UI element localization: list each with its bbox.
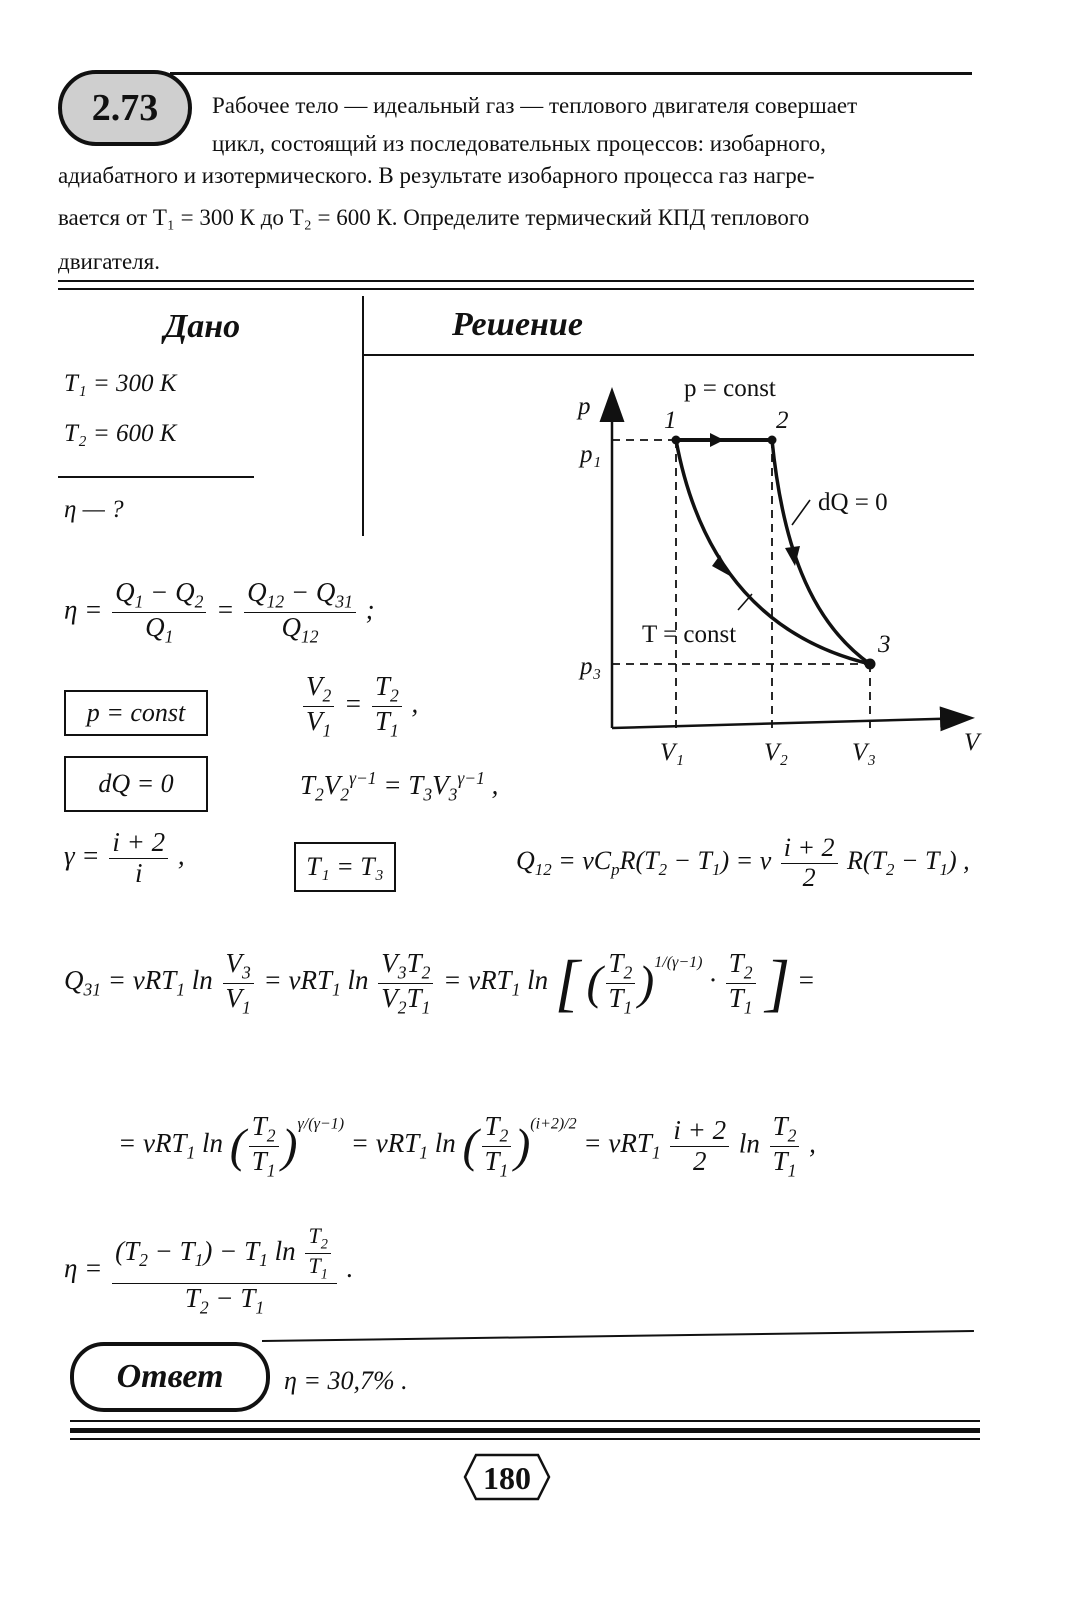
problem-number: 2.73: [91, 87, 159, 129]
top-rule: [170, 72, 972, 75]
q31-formula-line2: = νRT$_1$ ln ( $\frac{T_2}{T_1}$ )$^{\gamma/(\gamma-1)}$ = νRT$_1$ ln ( $\frac{T_2}{T_1}$ )$^{(i+2)/2}$ = νRT$_1$ $\frac{i + 2}{2}$ ln $\frac{T_2}{T_1}$ ,: [118, 1111, 816, 1181]
p-axis-label: p: [578, 393, 591, 420]
v-axis: [612, 718, 970, 728]
point-3-dot: [865, 659, 876, 670]
bottom-rule-1: [70, 1420, 980, 1422]
answer-label: Ответ: [116, 1358, 224, 1395]
adiabat-relation: $T_2V_2^{\gamma-1} = T_3V_3^{\gamma-1}$ ,: [300, 768, 499, 805]
point-3-label: 3: [878, 631, 891, 658]
given-unknown: η — ?: [64, 496, 124, 523]
v3-label: V₃: [852, 739, 876, 766]
v1-label: V₁: [660, 739, 684, 766]
isobar-relation: $\frac{V_2}{V_1}$ = $\frac{T_2}{T_1}$ ,: [300, 672, 418, 740]
pv-diagram: [560, 370, 990, 770]
answer-badge: [70, 1342, 270, 1412]
solution-heading: Решение: [452, 306, 583, 343]
given-t1: T₁ = 300 К: [64, 370, 177, 397]
v-axis-label: V: [964, 729, 980, 756]
isobar-box: p = const: [64, 690, 208, 736]
eta-final-formula: η = $(T_2 - T_1) - T_1$ ln $\frac{T_2}{T_1}$ $T_2 - T_1$ .: [64, 1223, 354, 1318]
answer-top-rule: [262, 1330, 974, 1342]
eta-definition: η = $\frac{Q_1 - Q_2}{Q_1}$ = $\frac{Q_{12} - Q_{31}}{Q_{12}}$ ;: [64, 577, 375, 647]
solution-rule: [362, 354, 974, 356]
point-1-label: 1: [664, 407, 677, 434]
given-divider: [362, 296, 364, 536]
q12-formula: $Q_{12} = \nu C_pR(T_2 - T_1) = \nu$ $\frac{i + 2}{2}$ $R(T_2 - T_1)$ ,: [516, 833, 970, 892]
p1-label: p₁: [580, 441, 602, 468]
isotherm-box: T₁ = T₃: [294, 842, 396, 892]
problem-bottom-rule-2: [58, 288, 974, 290]
gamma-formula: γ = $\frac{i + 2}{i}$ ,: [64, 827, 185, 888]
problem-text-line-3: адиабатного и изотермического. В результате изобарного процесса газ нагре-: [58, 163, 815, 188]
answer-value: η = 30,7% .: [284, 1366, 408, 1395]
q31-formula-line1: $Q_{31} = \nu RT_1$ ln $\frac{V_3}{V_1}$ = νRT$_1$ ln $\frac{V_3T_2}{V_2T_1}$ = νRT$_1$ ln [ ( $\frac{T_2}{T_1}$ )$^{1/(\gamma-1)}$ · $\frac{T_2}{T_1}$ ] =: [64, 947, 816, 1018]
problem-text-line-5: двигателя.: [58, 249, 160, 274]
problem-bottom-rule-1: [58, 280, 974, 282]
page-number: 180: [483, 1460, 531, 1496]
isobar-label: p = const: [684, 375, 776, 402]
given-separator: [58, 476, 254, 478]
isotherm-leader: [738, 594, 752, 610]
point-2-label: 2: [776, 407, 789, 434]
bottom-rule-3: [70, 1438, 980, 1440]
problem-text-line-4: вается от T₁ = 300 К до T₂ = 600 К. Определите термический КПД теплового: [58, 205, 810, 230]
bottom-rule-2: [70, 1428, 980, 1433]
adiabat-leader: [792, 500, 810, 525]
adiabat-label: dQ = 0: [818, 489, 888, 516]
point-1-dot: [672, 436, 681, 445]
problem-number-badge: [58, 70, 192, 146]
point-2-dot: [768, 436, 777, 445]
isobar-arrow: [710, 433, 724, 447]
p3-label: p₃: [580, 653, 602, 680]
given-t2: T₂ = 600 К: [64, 420, 177, 447]
v2-label: V₂: [764, 739, 788, 766]
isotherm-label: T = const: [642, 621, 737, 648]
isotherm-arrow: [712, 555, 730, 576]
adiabat-box: dQ = 0: [64, 756, 208, 812]
problem-text-line-2: цикл, состоящий из последовательных процессов: изобарного,: [212, 131, 826, 156]
problem-text-line-1: Рабочее тело — идеальный газ — теплового двигателя совершает: [212, 93, 858, 118]
given-heading: Дано: [164, 308, 241, 345]
